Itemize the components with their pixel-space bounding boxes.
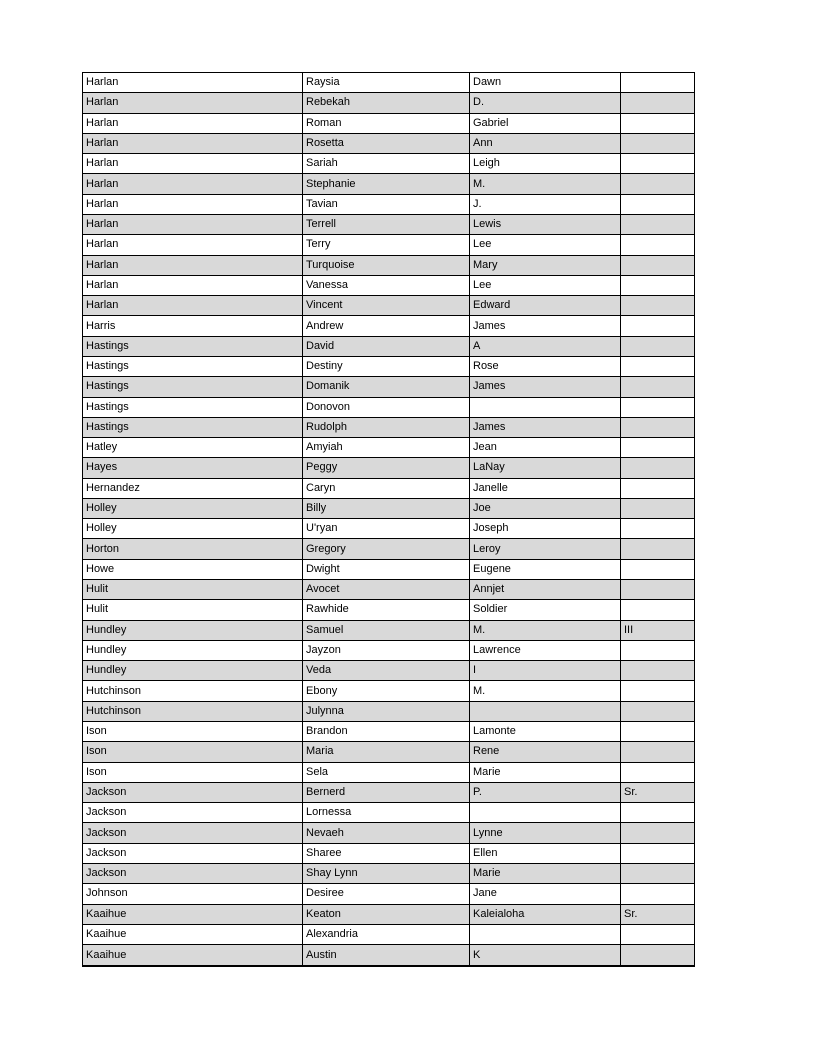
table-cell	[470, 397, 621, 417]
table-cell: Jackson	[83, 782, 303, 802]
table-cell	[621, 93, 695, 113]
table-cell: Gabriel	[470, 113, 621, 133]
table-cell: Sr.	[621, 782, 695, 802]
table-cell: Maria	[303, 742, 470, 762]
table-cell: Janelle	[470, 478, 621, 498]
table-row	[83, 377, 695, 397]
table-cell: Hastings	[83, 397, 303, 417]
table-cell: Harlan	[83, 255, 303, 275]
table-cell: Rebekah	[303, 93, 470, 113]
table-cell: Terry	[303, 235, 470, 255]
table-cell: Donovon	[303, 397, 470, 417]
table-cell: Hutchinson	[83, 701, 303, 721]
table-cell	[621, 742, 695, 762]
table-row	[83, 214, 695, 234]
table-cell: M.	[470, 620, 621, 640]
table-cell: Joe	[470, 498, 621, 518]
table-cell: Sariah	[303, 154, 470, 174]
table-row	[83, 438, 695, 458]
table-cell: Lornessa	[303, 803, 470, 823]
table-cell	[621, 600, 695, 620]
table-cell: Rose	[470, 356, 621, 376]
table-row	[83, 580, 695, 600]
table-cell	[621, 174, 695, 194]
table-row	[83, 843, 695, 863]
table-row	[83, 600, 695, 620]
table-cell: Leigh	[470, 154, 621, 174]
table-cell: J.	[470, 194, 621, 214]
table-row	[83, 93, 695, 113]
table-cell: Lewis	[470, 214, 621, 234]
names-table	[82, 72, 695, 967]
table-cell	[621, 154, 695, 174]
table-cell: Brandon	[303, 722, 470, 742]
table-cell: Rudolph	[303, 417, 470, 437]
table-cell: Jean	[470, 438, 621, 458]
table-cell: Edward	[470, 296, 621, 316]
table-cell	[621, 73, 695, 93]
table-cell: Joseph	[470, 519, 621, 539]
table-cell: Desiree	[303, 884, 470, 904]
table-row	[83, 174, 695, 194]
table-cell: Lynne	[470, 823, 621, 843]
table-cell	[621, 803, 695, 823]
table-cell: K	[470, 945, 621, 966]
table-cell	[621, 559, 695, 579]
table-cell: Harlan	[83, 73, 303, 93]
table-cell	[470, 803, 621, 823]
table-cell: Vincent	[303, 296, 470, 316]
table-cell	[621, 336, 695, 356]
table-row	[83, 498, 695, 518]
table-cell: Harlan	[83, 133, 303, 153]
table-row	[83, 945, 695, 966]
table-cell: Dwight	[303, 559, 470, 579]
table-row	[83, 356, 695, 376]
table-cell	[621, 275, 695, 295]
table-cell	[621, 113, 695, 133]
table-row	[83, 904, 695, 924]
table-row	[83, 762, 695, 782]
table-row	[83, 823, 695, 843]
table-cell: Hulit	[83, 600, 303, 620]
table-row	[83, 235, 695, 255]
table-cell: Rosetta	[303, 133, 470, 153]
table-row	[83, 742, 695, 762]
table-cell: Hayes	[83, 458, 303, 478]
table-cell	[621, 863, 695, 883]
table-cell: Kaaihue	[83, 904, 303, 924]
table-cell: Sharee	[303, 843, 470, 863]
table-row	[83, 255, 695, 275]
table-cell: Ison	[83, 742, 303, 762]
table-cell	[621, 194, 695, 214]
table-cell: Holley	[83, 519, 303, 539]
table-cell: Harlan	[83, 174, 303, 194]
table-cell	[621, 843, 695, 863]
table-row	[83, 296, 695, 316]
table-cell: Harlan	[83, 194, 303, 214]
table-cell: Marie	[470, 762, 621, 782]
table-cell: Tavian	[303, 194, 470, 214]
table-cell: D.	[470, 93, 621, 113]
table-cell: Ann	[470, 133, 621, 153]
table-cell: Hutchinson	[83, 681, 303, 701]
table-cell: Lee	[470, 275, 621, 295]
table-cell	[470, 701, 621, 721]
table-cell: Lawrence	[470, 640, 621, 660]
table-cell: Lee	[470, 235, 621, 255]
table-cell	[621, 823, 695, 843]
table-cell: Ison	[83, 762, 303, 782]
table-cell	[621, 133, 695, 153]
table-cell: Peggy	[303, 458, 470, 478]
table-cell: Dawn	[470, 73, 621, 93]
table-cell	[621, 316, 695, 336]
table-row	[83, 417, 695, 437]
table-row	[83, 681, 695, 701]
table-cell: Jayzon	[303, 640, 470, 660]
table-cell: Jackson	[83, 863, 303, 883]
table-cell	[621, 498, 695, 518]
table-cell	[621, 640, 695, 660]
table-cell: Ison	[83, 722, 303, 742]
table-cell: P.	[470, 782, 621, 802]
table-row	[83, 863, 695, 883]
table-row	[83, 661, 695, 681]
table-cell: Sela	[303, 762, 470, 782]
table-row	[83, 803, 695, 823]
table-cell: James	[470, 316, 621, 336]
table-cell: Alexandria	[303, 924, 470, 944]
table-cell	[621, 417, 695, 437]
table-cell: Nevaeh	[303, 823, 470, 843]
table-cell: Jackson	[83, 823, 303, 843]
table-cell	[621, 214, 695, 234]
table-cell: Harlan	[83, 154, 303, 174]
table-cell: Vanessa	[303, 275, 470, 295]
table-cell: III	[621, 620, 695, 640]
table-cell: Hastings	[83, 377, 303, 397]
table-cell: Sr.	[621, 904, 695, 924]
table-cell	[621, 397, 695, 417]
table-cell: Kaaihue	[83, 945, 303, 966]
table-cell: A	[470, 336, 621, 356]
table-cell	[470, 924, 621, 944]
table-cell: Harlan	[83, 214, 303, 234]
table-row	[83, 924, 695, 944]
table-cell: Jackson	[83, 843, 303, 863]
table-row	[83, 884, 695, 904]
table-cell	[621, 519, 695, 539]
table-cell: Kaleialoha	[470, 904, 621, 924]
table-row	[83, 620, 695, 640]
table-cell: Terrell	[303, 214, 470, 234]
table-row	[83, 275, 695, 295]
table-row	[83, 458, 695, 478]
table-cell: Billy	[303, 498, 470, 518]
table-cell: Domanik	[303, 377, 470, 397]
table-cell: Avocet	[303, 580, 470, 600]
table-cell	[621, 681, 695, 701]
table-cell: U'ryan	[303, 519, 470, 539]
table-row	[83, 701, 695, 721]
table-cell	[621, 924, 695, 944]
table-cell: Holley	[83, 498, 303, 518]
table-cell: Hundley	[83, 620, 303, 640]
table-row	[83, 782, 695, 802]
table-cell: Jackson	[83, 803, 303, 823]
table-cell	[621, 377, 695, 397]
table-cell: Stephanie	[303, 174, 470, 194]
table-row	[83, 478, 695, 498]
table-row	[83, 316, 695, 336]
table-cell: James	[470, 417, 621, 437]
table-cell	[621, 884, 695, 904]
table-cell: Marie	[470, 863, 621, 883]
table-row	[83, 722, 695, 742]
table-cell: Samuel	[303, 620, 470, 640]
table-cell: Lamonte	[470, 722, 621, 742]
table-cell	[621, 458, 695, 478]
table-cell: Bernerd	[303, 782, 470, 802]
table-cell: M.	[470, 681, 621, 701]
table-cell	[621, 539, 695, 559]
table-cell: Turquoise	[303, 255, 470, 275]
table-cell	[621, 762, 695, 782]
table-cell: Raysia	[303, 73, 470, 93]
table-cell: Mary	[470, 255, 621, 275]
table-row	[83, 194, 695, 214]
table-cell: Jane	[470, 884, 621, 904]
table-cell: Hernandez	[83, 478, 303, 498]
table-row	[83, 336, 695, 356]
table-cell: Destiny	[303, 356, 470, 376]
table-cell	[621, 255, 695, 275]
table-cell	[621, 661, 695, 681]
table-cell: Roman	[303, 113, 470, 133]
table-cell: Johnson	[83, 884, 303, 904]
table-row	[83, 113, 695, 133]
table-cell: Hastings	[83, 356, 303, 376]
table-cell: Hastings	[83, 417, 303, 437]
table-cell: Veda	[303, 661, 470, 681]
table-cell: M.	[470, 174, 621, 194]
table-cell: Harlan	[83, 296, 303, 316]
table-cell: I	[470, 661, 621, 681]
table-cell: Howe	[83, 559, 303, 579]
table-cell: David	[303, 336, 470, 356]
table-row	[83, 73, 695, 93]
table-cell: Harlan	[83, 235, 303, 255]
table-cell: Rene	[470, 742, 621, 762]
table-cell: LaNay	[470, 458, 621, 478]
table-cell	[621, 580, 695, 600]
table-cell: Keaton	[303, 904, 470, 924]
table-cell: Hundley	[83, 661, 303, 681]
table-cell: Annjet	[470, 580, 621, 600]
table-cell: Caryn	[303, 478, 470, 498]
table-cell: Julynna	[303, 701, 470, 721]
table-cell: Soldier	[470, 600, 621, 620]
table-cell	[621, 296, 695, 316]
names-table-body	[83, 73, 695, 967]
table-cell: Ellen	[470, 843, 621, 863]
table-row	[83, 559, 695, 579]
table-cell: Austin	[303, 945, 470, 966]
table-cell	[621, 945, 695, 966]
table-row	[83, 397, 695, 417]
table-cell: Kaaihue	[83, 924, 303, 944]
table-row	[83, 154, 695, 174]
table-row	[83, 133, 695, 153]
table-cell: Harlan	[83, 275, 303, 295]
table-cell: Leroy	[470, 539, 621, 559]
table-cell: Hulit	[83, 580, 303, 600]
table-cell: Andrew	[303, 316, 470, 336]
table-row	[83, 539, 695, 559]
table-cell: James	[470, 377, 621, 397]
table-cell: Hastings	[83, 336, 303, 356]
table-cell: Harris	[83, 316, 303, 336]
table-row	[83, 519, 695, 539]
table-cell: Eugene	[470, 559, 621, 579]
table-cell	[621, 478, 695, 498]
table-cell	[621, 356, 695, 376]
table-cell: Rawhide	[303, 600, 470, 620]
table-cell	[621, 722, 695, 742]
table-cell: Hundley	[83, 640, 303, 660]
table-cell: Harlan	[83, 113, 303, 133]
table-cell	[621, 701, 695, 721]
table-cell: Ebony	[303, 681, 470, 701]
table-cell	[621, 235, 695, 255]
table-cell: Hatley	[83, 438, 303, 458]
table-cell: Gregory	[303, 539, 470, 559]
table-row	[83, 640, 695, 660]
table-cell	[621, 438, 695, 458]
table-cell: Harlan	[83, 93, 303, 113]
table-cell: Shay Lynn	[303, 863, 470, 883]
table-cell: Amyiah	[303, 438, 470, 458]
table-cell: Horton	[83, 539, 303, 559]
